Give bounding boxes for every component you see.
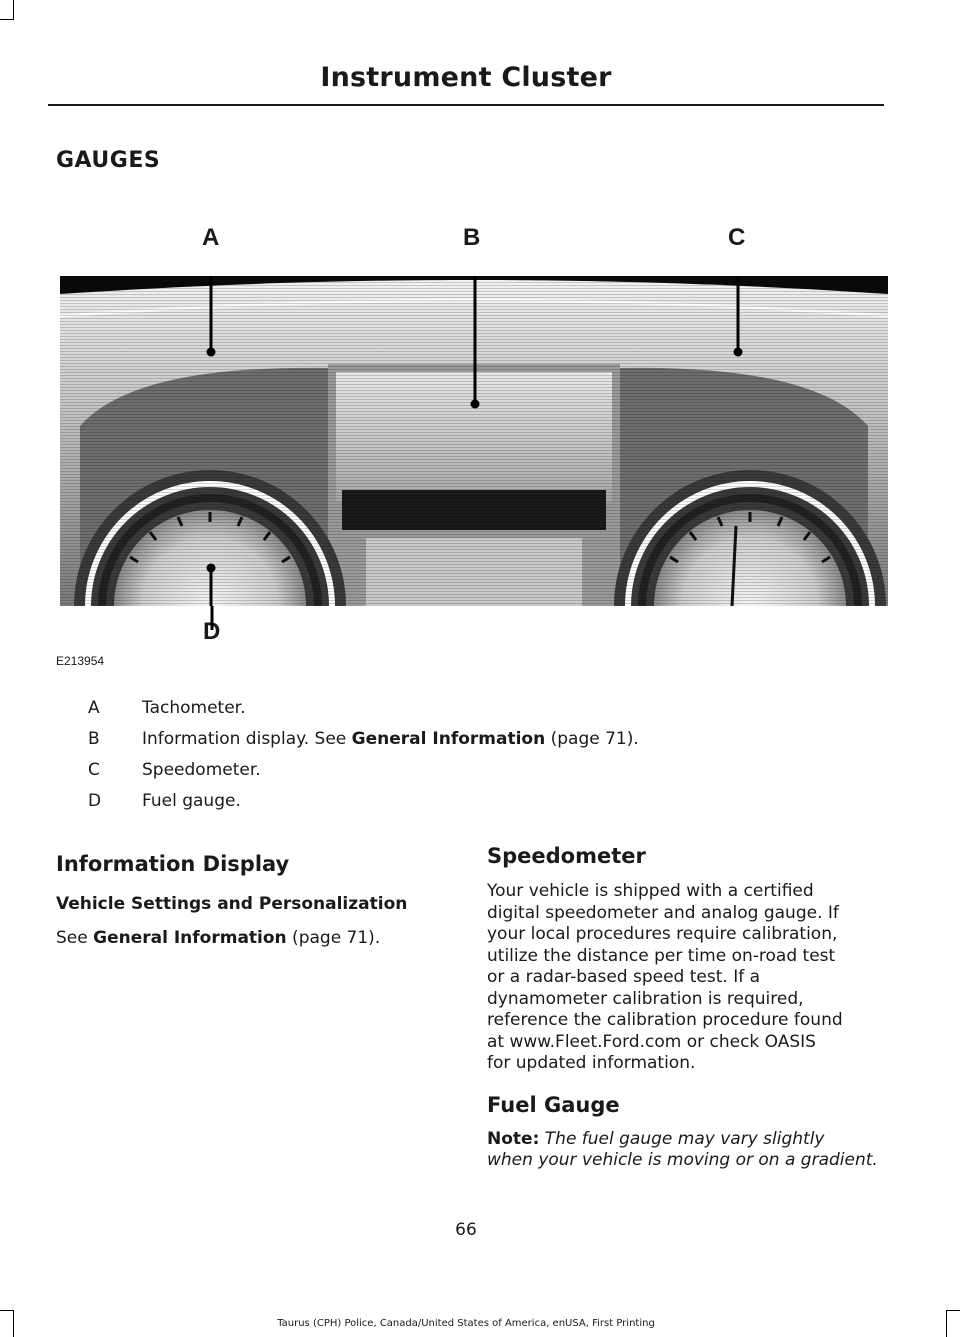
legend-list: [88, 698, 908, 822]
paragraph-line: reference the calibration procedure found: [487, 1010, 843, 1030]
information-display-heading: Information Display: [56, 852, 290, 876]
paragraph-line: Your vehicle is shipped with a certified: [487, 881, 814, 901]
see-label: See: [56, 928, 94, 948]
speedometer-heading: Speedometer: [487, 844, 646, 868]
legend-item: [88, 791, 908, 822]
crop-mark: [946, 1310, 960, 1311]
section-title: GAUGES: [56, 148, 161, 173]
legend-item: [88, 760, 908, 791]
left-column: [56, 852, 456, 950]
legend-text: [142, 729, 639, 749]
note-text: when your vehicle is moving or on a gradient.: [487, 1150, 878, 1170]
note-line: [487, 1129, 887, 1151]
paragraph-line: at www.Fleet.Ford.com or check OASIS: [487, 1031, 816, 1052]
legend-item: [88, 729, 908, 760]
legend-item: [88, 698, 908, 729]
general-information-link[interactable]: General Information: [351, 729, 546, 749]
note-text: The fuel gauge may vary slightly: [539, 1128, 825, 1149]
figure-id: E213954: [56, 654, 105, 668]
legend-text: Speedometer.: [142, 760, 261, 780]
paragraph-line: for updated information.: [487, 1053, 696, 1073]
vehicle-settings-subheading: Vehicle Settings and Personalization: [56, 894, 408, 914]
paragraph-line: utilize the distance per time on-road test: [487, 945, 836, 966]
page-reference: (page 71).: [286, 928, 381, 948]
page-number: 66: [455, 1220, 477, 1240]
callout-label-a: A: [202, 224, 220, 251]
crop-mark: [946, 1310, 947, 1337]
callout-label-b: B: [463, 224, 481, 251]
header-divider: [48, 104, 884, 106]
legend-key: B: [88, 729, 100, 749]
fuel-gauge-heading: Fuel Gauge: [487, 1092, 620, 1117]
page-header-title: Instrument Cluster: [320, 62, 612, 93]
legend-key: C: [88, 760, 100, 780]
paragraph-line: your local procedures require calibration,: [487, 924, 838, 944]
legend-page-ref: (page 71).: [545, 729, 639, 749]
instrument-cluster-figure: [56, 222, 888, 670]
legend-text: Tachometer.: [142, 698, 246, 718]
paragraph-line: or a radar-based speed test. If a: [487, 967, 761, 987]
callout-line-d: [209, 606, 215, 630]
paragraph-line: dynamometer calibration is required,: [487, 988, 804, 1009]
legend-text: Fuel gauge.: [142, 791, 241, 811]
crop-mark: [0, 19, 14, 20]
legend-key: A: [88, 698, 100, 718]
note-label: Note:: [487, 1128, 540, 1149]
paragraph-line: digital speedometer and analog gauge. If: [487, 902, 839, 923]
legend-text-before: Information display. See: [142, 729, 352, 749]
general-information-link[interactable]: General Information: [93, 928, 287, 948]
crop-mark: [13, 0, 14, 20]
legend-key: D: [88, 791, 102, 811]
info-display-see-text: [56, 928, 456, 950]
fuel-gauge-note: [487, 1129, 887, 1172]
crop-mark: [0, 1310, 14, 1311]
callout-label-d: D: [203, 618, 221, 645]
callout-label-c: C: [728, 224, 746, 251]
right-column: [487, 844, 887, 1172]
page-footer: Taurus (CPH) Police, Canada/United States of America, enUSA, First Printing: [277, 1318, 655, 1329]
instrument-cluster-photo: [60, 276, 888, 606]
crop-mark: [13, 1310, 14, 1337]
note-line: [487, 1150, 887, 1172]
speedometer-paragraph: [487, 881, 887, 1075]
